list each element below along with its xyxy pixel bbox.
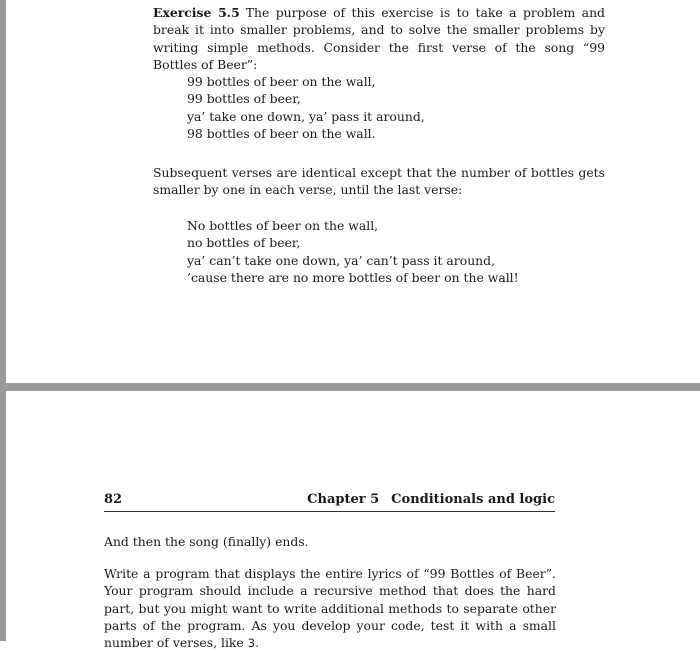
ending-paragraph: And then the song (finally) ends. [104, 534, 309, 549]
chapter-title: Conditionals and logic [391, 492, 555, 507]
instructions-number: 3 [247, 636, 256, 651]
exercise-intro-text: The purpose of this exercise is to take a problem and break it into smaller problems, and to solve the smaller problems by writing simple methods. Consider the first verse of the song “99 Bottles of Beer”: [153, 5, 605, 72]
subsequent-paragraph: Subsequent verses are identical except that the number of bottles gets smaller by one in each verse, until the last verse: [153, 165, 605, 198]
verse-line: ya’ take one down, ya’ pass it around, [187, 108, 425, 124]
instructions-paragraph [104, 565, 556, 652]
chapter-heading [307, 492, 555, 507]
verse-line: no bottles of beer, [187, 235, 301, 251]
verse-line: 99 bottles of beer on the wall, [187, 74, 376, 89]
instructions-text: Write a program that displays the entire lyrics of “99 Bottles of Beer”. Your program should include a recursive method that does the hard part, but you might want to write additional methods to separate other parts of the program. As you develop your code, test it with a small number of verses, like [104, 566, 556, 651]
running-head [104, 491, 555, 512]
verse-line: 99 bottles of beer, [187, 91, 301, 107]
exercise-intro [153, 4, 605, 73]
verse-line: No bottles of beer on the wall, [187, 218, 379, 233]
page-number: 82 [104, 492, 123, 507]
verse-line: 98 bottles of beer on the wall. [187, 125, 376, 141]
last-verse [187, 217, 519, 286]
chapter-number: Chapter 5 [307, 492, 380, 507]
first-verse [187, 73, 425, 142]
page-separator [0, 383, 700, 391]
instructions-end: . [255, 635, 260, 651]
verse-line: ya’ can’t take one down, ya’ can’t pass it around, [187, 252, 496, 268]
verse-line: ’cause there are no more bottles of beer on the wall! [187, 269, 519, 285]
exercise-label: Exercise 5.5 [153, 5, 240, 20]
